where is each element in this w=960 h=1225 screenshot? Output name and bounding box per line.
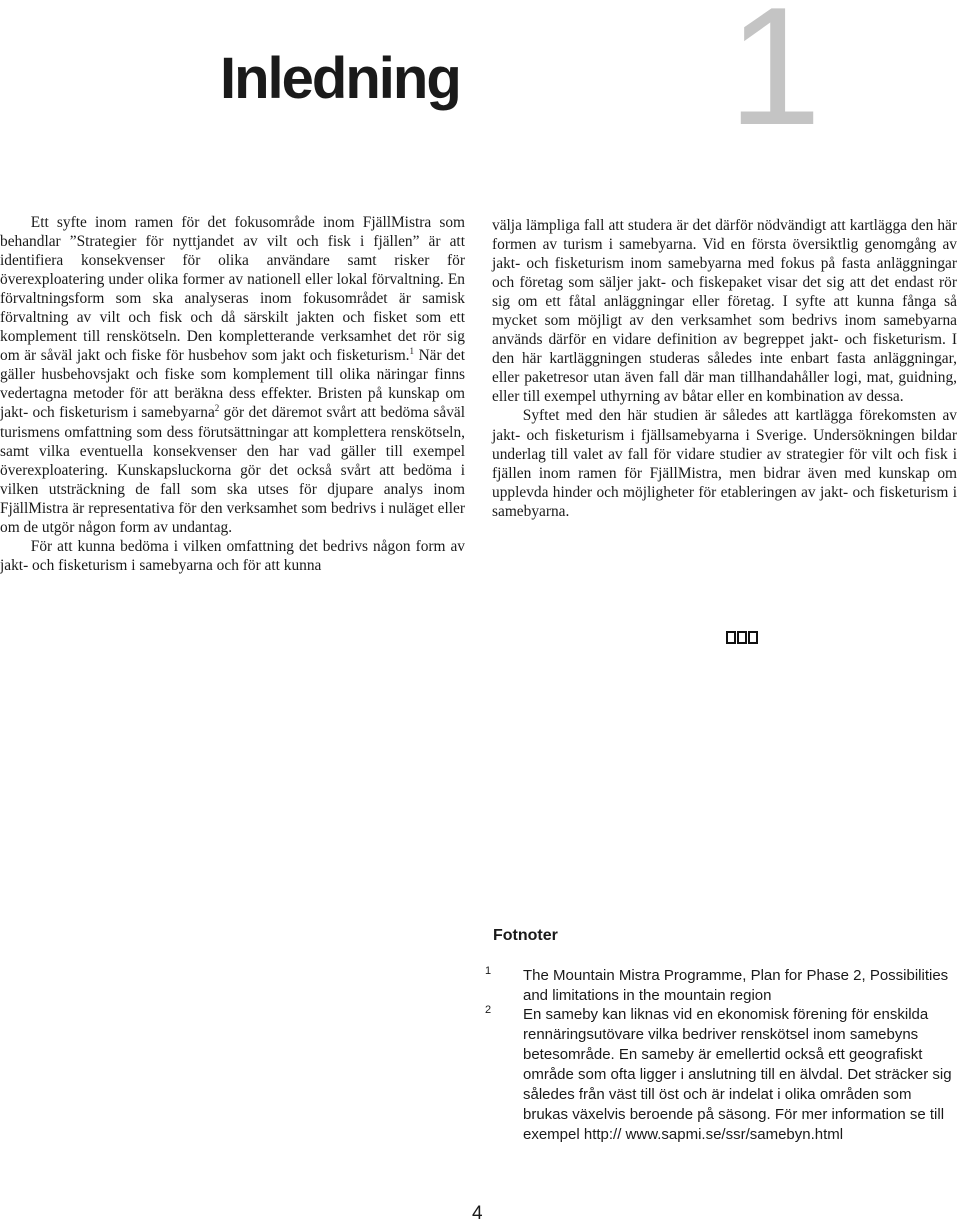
body-paragraph <box>0 213 465 537</box>
end-mark-box <box>726 631 736 644</box>
paragraph-text: När det gäller husbehovsjakt och fiske som komplement till olika näringar finns vedertagna metoder för att beräkna dess effekter. Bristen på kunskap om jakt- och fisketurism i samebyarna <box>0 347 465 422</box>
footnote-number: 2 <box>485 1004 492 1016</box>
paragraph-text: Ett syfte inom ramen för det fokusområde inom FjällMistra som behandlar ”Strategier för nyttjandet av vilt och fisk i fjällen” är att identifiera konsekvenser för olika användare samt risker för överexploatering under olika former av nationell eller lokal förvaltning. En förvaltningsform som ska analyseras inom fokusområdet är samisk förvaltning av vilt och fisk och då särskilt jakten och fisket som ett komplement till renskötseln. Den kompletterande verksamhet det rör sig om är såväl jakt och fiske för husbehov som jakt och fisketurism. <box>0 214 465 365</box>
body-paragraph: Syftet med den här studien är således att kartlägga förekomsten av jakt- och fisketurism i fjällsamebyarna i Sverige. Undersökningen bildar underlag till valet av fall för vidare studier av strategier för vilt och fisk i fjällen inom ramen för FjällMistra, men bidrar även med kunskap om upplevda hinder och möjligheter för etableringen av jakt- och fisketurism i samebyarna. <box>492 407 957 520</box>
footnote-ref-1: 1 <box>409 346 415 357</box>
body-paragraph: välja lämpliga fall att studera är det därför nödvändigt att kartlägga den här formen av turism i samebyarna. Vid en första översiktlig genomgång av jakt- och fisketurism inom samebyarna med fokus på fasta anläggningar och företag som säljer jakt- och fiskepaket visar det sig att det endast rör sig om ett fåtal anläggningar eller företag. I syfte att kunna fånga så mycket som möjligt av den verksamhet som bedrivs inom samebyarna används därför en vidare definition av begreppet jakt- och fisketurism. I den här kartläggningen studeras således inte enbart fasta anläggningar, eller paketresor utan även fall där man tillhandahåller logi, mat, guidning, eller till exempel uthyrning av båtar eller en kombination av dessa. <box>492 217 957 406</box>
footnotes-heading: Fotnoter <box>493 927 558 944</box>
footnote-text: The Mountain Mistra Programme, Plan for Phase 2, Possibilities and limitations in the mountain region <box>523 967 949 1004</box>
body-column-left <box>0 213 465 575</box>
end-mark-box <box>748 631 758 644</box>
body-paragraph: För att kunna bedöma i vilken omfattning det bedrivs någon form av jakt- och fisketurism i samebyarna och för att kunna <box>0 537 465 574</box>
page-number: 4 <box>472 1203 483 1224</box>
chapter-number: 1 <box>728 0 818 160</box>
body-column-right <box>492 216 957 521</box>
chapter-title: Inledning <box>220 46 460 111</box>
footnote-number: 1 <box>485 965 492 977</box>
section-end-mark <box>726 631 758 644</box>
footnote-2 <box>485 1005 960 1145</box>
paragraph-text: gör det däremot svårt att bedöma såväl turismens omfattning som dess förutsättningar att komplettera renskötseln, samt vilka eventuella konsekvenser den har vad gäller till exempel överexploatering. Kunskapsluckorna gör det också svårt att bedöma i vilken utsträckning de fall som ska utses för djupare analys inom FjällMistra är representativa för den verksamhet som bedrivs i nuläget eller om de utgör någon form av undantag. <box>0 404 465 536</box>
footnote-text: En sameby kan liknas vid en ekonomisk förening för enskilda rennäringsutövare vilka bedriver renskötsel inom samebyns betesområde. En sameby är emellertid också ett geografiskt område som ofta ligger i anslutning till en älvdal. Det sträcker sig således från väst till öst och är indelat i olika områden som brukas växelvis beroende på säsong. För mer information se till exempel http:// www.sapmi.se/ssr/samebyn.html <box>523 1006 952 1143</box>
end-mark-box <box>737 631 747 644</box>
footnote-1 <box>485 966 960 1006</box>
footnote-ref-2: 2 <box>214 403 220 414</box>
